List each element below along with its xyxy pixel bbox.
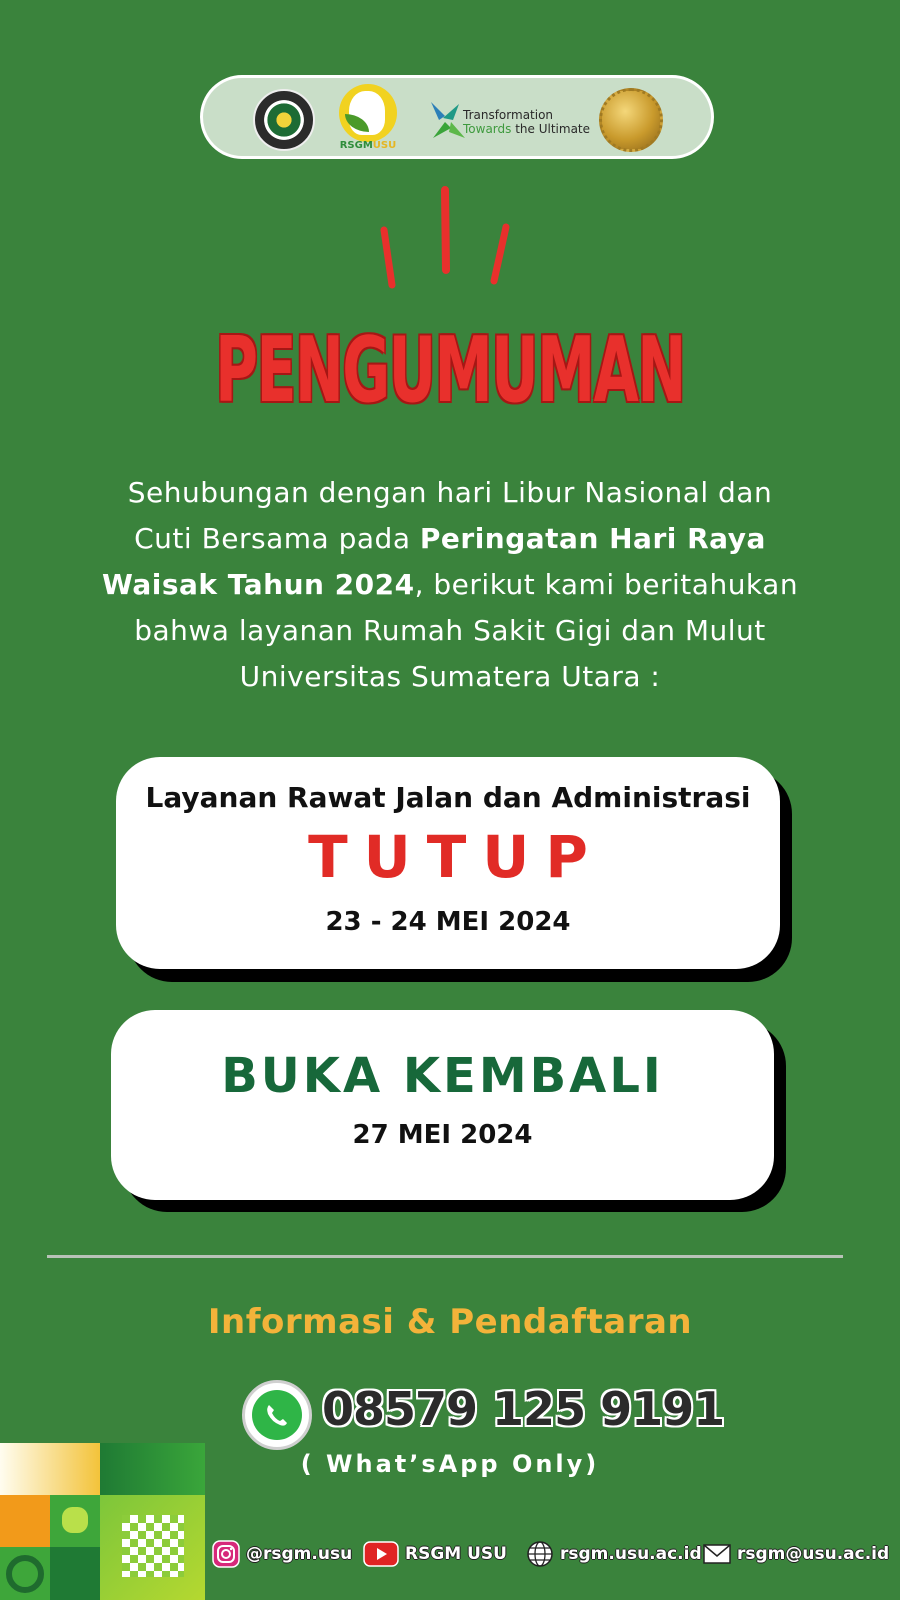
whatsapp-icon[interactable]: [242, 1380, 312, 1450]
logo-bar: [200, 75, 714, 159]
email-address: rsgm@usu.ac.id: [737, 1544, 890, 1564]
rsgm-usu-logo: RSGMUSU: [337, 84, 399, 154]
mail-icon: [703, 1540, 731, 1568]
service-heading: Layanan Rawat Jalan dan Administrasi: [145, 781, 751, 814]
gold-accreditation-seal: [599, 88, 663, 152]
announcement-title: PENGUMUMAN: [215, 318, 685, 423]
usu-seal-logo: [253, 89, 315, 151]
reopen-date: 27 MEI 2024: [352, 1120, 533, 1150]
email-contact[interactable]: [703, 1540, 889, 1568]
reopen-status: BUKA KEMBALI: [221, 1048, 664, 1104]
phone-number[interactable]: 08579 125 9191: [322, 1382, 725, 1436]
info-title: Informasi & Pendaftaran: [207, 1302, 693, 1342]
instagram-handle: @rsgm.usu: [246, 1544, 353, 1564]
decorative-pattern: [0, 1443, 205, 1600]
closed-status: TUTUP: [308, 823, 604, 891]
closed-notice-card: [116, 757, 780, 969]
website-contact[interactable]: [526, 1540, 702, 1568]
transformation-logo: Transformation Towards the Ultimate: [429, 98, 589, 142]
reopen-notice-card: [111, 1010, 774, 1200]
youtube-icon: [363, 1540, 399, 1568]
globe-icon: [526, 1540, 554, 1568]
website-url: rsgm.usu.ac.id: [560, 1544, 702, 1564]
attention-strokes-icon: [370, 185, 520, 295]
announcement-text: Sehubungan dengan hari Libur Nasional dan Cuti Bersama pada Peringatan Hari Raya Waisak Tahun 2024, berikut kami beritahukan bahwa layanan Rumah Sakit Gigi dan Mulut Universitas Sumatera Utara :: [101, 476, 799, 693]
whatsapp-only-note: ( What’sApp Only): [300, 1450, 600, 1478]
youtube-channel: RSGM USU: [405, 1544, 507, 1564]
instagram-icon: [212, 1540, 240, 1568]
youtube-contact[interactable]: [363, 1540, 507, 1568]
closed-date: 23 - 24 MEI 2024: [325, 907, 571, 937]
instagram-contact[interactable]: [212, 1540, 352, 1568]
divider: [47, 1255, 843, 1258]
